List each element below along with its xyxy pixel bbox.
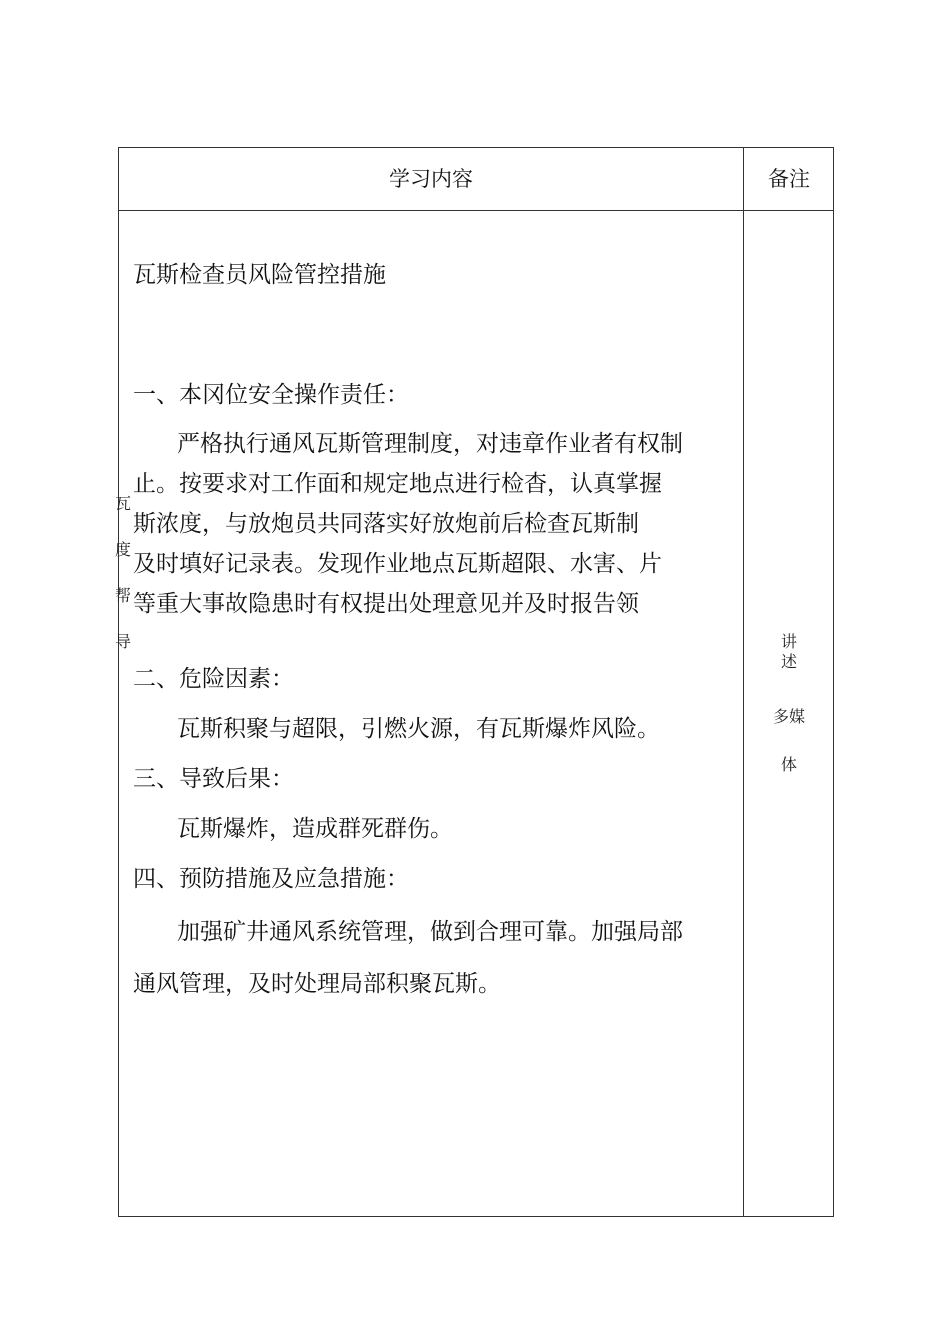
paragraph-line: 斯浓度，与放炮员共同落实好放炮前后检查瓦斯制 [133,511,639,537]
header-study-content: 学习内容 [389,167,473,191]
section-4-heading: 四、预防措施及应急措施： [133,866,409,892]
paragraph-line: 及时填好记录表。发现作业地点瓦斯超限、水害、片 [133,551,662,577]
paragraph-line: 通风管理，及时处理局部积聚瓦斯。 [133,971,501,997]
header-notes: 备注 [768,167,810,191]
section-4-paragraph [133,906,743,1010]
notes-multimedia-cont: 体 [780,755,797,774]
notes-line: 讲 [780,632,797,651]
column-divider [743,148,744,1216]
paragraph-line: 等重大事故隐患时有权提出处理意见并及时报告领 [133,591,639,617]
section-2-heading: 二、危险因素： [133,666,294,692]
section-1-heading: 一、本冈位安全操作责任： [133,382,409,408]
document-title: 瓦斯检查员风险管控措施 [133,262,386,288]
section-3-text: 瓦斯爆炸，造成群死群伤。 [177,816,453,842]
notes-lecture [744,632,834,672]
section-2-text: 瓦斯积聚与超限，引燃火源，有瓦斯爆炸风险。 [177,716,660,742]
header-divider [119,210,833,211]
clipped-text-fragment: 度 [115,540,132,559]
section-3-heading: 三、导致后果： [133,766,294,792]
paragraph-line: 止。按要求对工作面和规定地点进行检杳，认真掌握 [133,471,662,497]
notes-line: 述 [780,652,797,671]
clipped-text-fragment: 帮 [115,586,132,605]
notes-multimedia: 多媒 [772,707,805,726]
clipped-text-fragment: 瓦 [115,494,132,513]
lesson-table [115,147,834,1217]
paragraph-line: 加强矿井通风系统管理，做到合理可靠。加强局部 [177,919,683,945]
paragraph-line: 严格执行通风瓦斯管理制度，对违章作业者有权制 [177,431,683,457]
clipped-text-fragment: 导 [115,632,132,651]
